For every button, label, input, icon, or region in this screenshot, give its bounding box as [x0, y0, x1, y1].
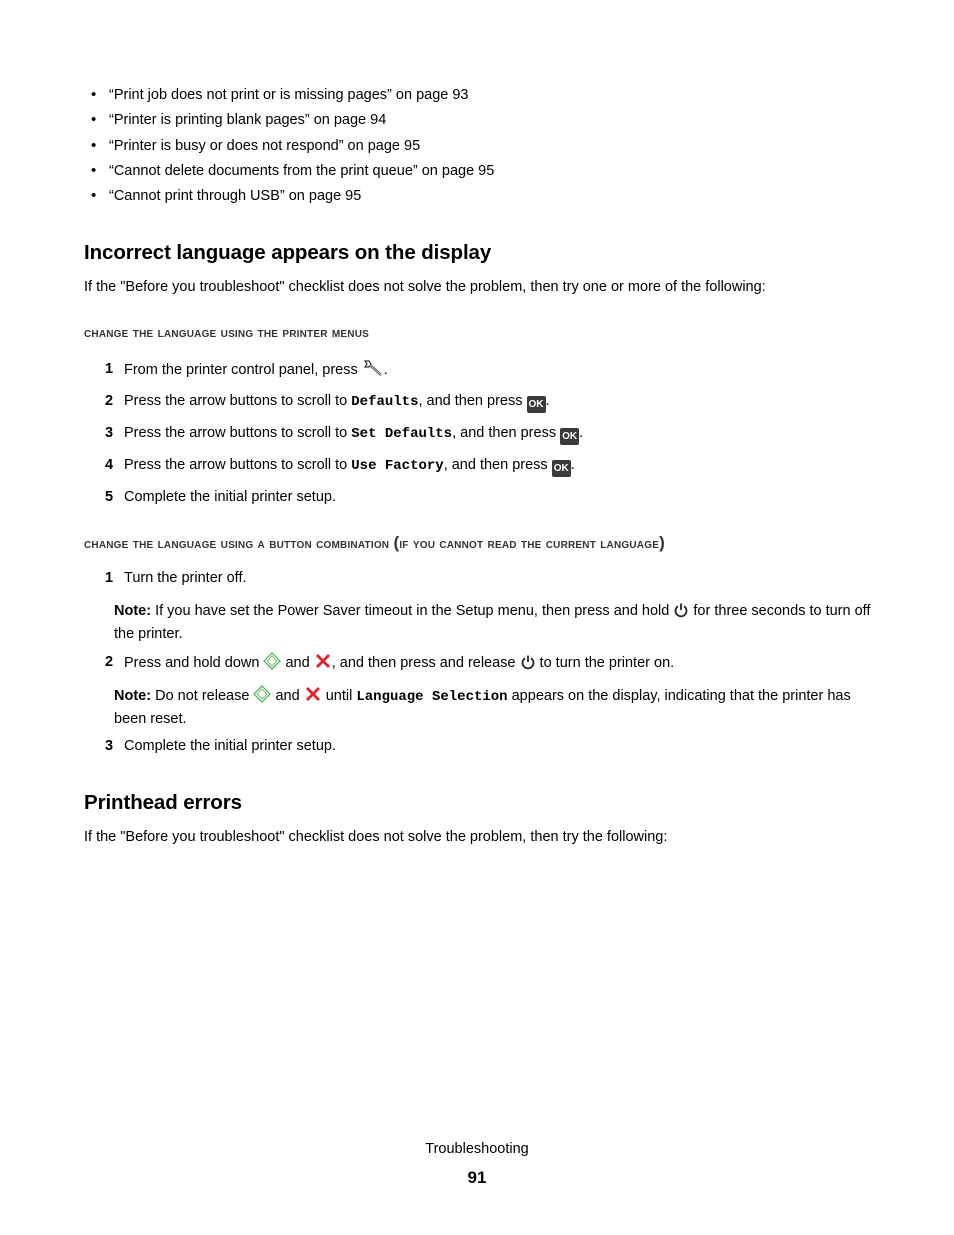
ok-button-icon: OK — [560, 428, 579, 445]
power-icon — [673, 602, 689, 624]
section-intro: If the "Before you troubleshoot" checklist does not solve the problem, then try one or more of the following: — [84, 279, 766, 295]
ok-button-icon: OK — [552, 460, 571, 477]
related-topics-list — [84, 85, 494, 211]
step-item: 1 Turn the printer off. — [105, 570, 247, 586]
section-heading-incorrect-language: Incorrect language appears on the display — [84, 241, 492, 264]
note-language-selection: Note: Do not release and until Language Selection appears on the display, indicating that the printer has been reset. — [114, 685, 884, 729]
subsection-heading-printer-menus: change the language using the printer menus — [84, 325, 370, 341]
footer-chapter-label: Troubleshooting — [425, 1141, 529, 1157]
list-item[interactable]: • “Printer is printing blank pages” on page 94 — [84, 110, 494, 135]
step-item: 3 Press the arrow buttons to scroll to Set Defaults, and then press OK . — [105, 423, 583, 455]
list-item[interactable]: • “Printer is busy or does not respond” on page 95 — [84, 136, 494, 161]
step-item: 4 Press the arrow buttons to scroll to Use Factory, and then press OK . — [105, 455, 583, 487]
wrench-icon — [362, 359, 384, 383]
list-item[interactable]: • “Cannot print through USB” on page 95 — [84, 186, 494, 211]
cancel-x-icon — [314, 652, 332, 676]
list-item[interactable]: • “Cannot delete documents from the print queue” on page 95 — [84, 161, 494, 186]
step-item: 5 Complete the initial printer setup. — [105, 489, 336, 505]
step-item: 2 Press the arrow buttons to scroll to Defaults, and then press OK . — [105, 391, 583, 423]
step-item: 3 Complete the initial printer setup. — [105, 738, 336, 754]
power-icon — [520, 654, 536, 676]
start-diamond-icon — [263, 652, 281, 676]
ok-button-icon: OK — [527, 396, 546, 413]
page-number: 91 — [467, 1168, 487, 1187]
list-item[interactable]: • “Print job does not print or is missing pages” on page 93 — [84, 85, 494, 110]
subsection-heading-button-combination: change the language using a button combination (if you cannot read the current language) — [84, 533, 665, 552]
section-intro: If the "Before you troubleshoot" checklist does not solve the problem, then try the following: — [84, 829, 668, 845]
note-power-saver: Note: If you have set the Power Saver timeout in the Setup menu, then press and hold for three seconds to turn off the printer. — [114, 603, 871, 642]
step-item: 2 Press and hold down and , and then press and release to turn the printer on. — [105, 652, 674, 676]
start-diamond-icon — [253, 685, 271, 709]
steps-list-printer-menus — [105, 359, 583, 519]
section-heading-printhead-errors: Printhead errors — [84, 791, 242, 814]
cancel-x-icon — [304, 685, 322, 709]
step-item: 1 From the printer control panel, press . — [105, 359, 583, 391]
